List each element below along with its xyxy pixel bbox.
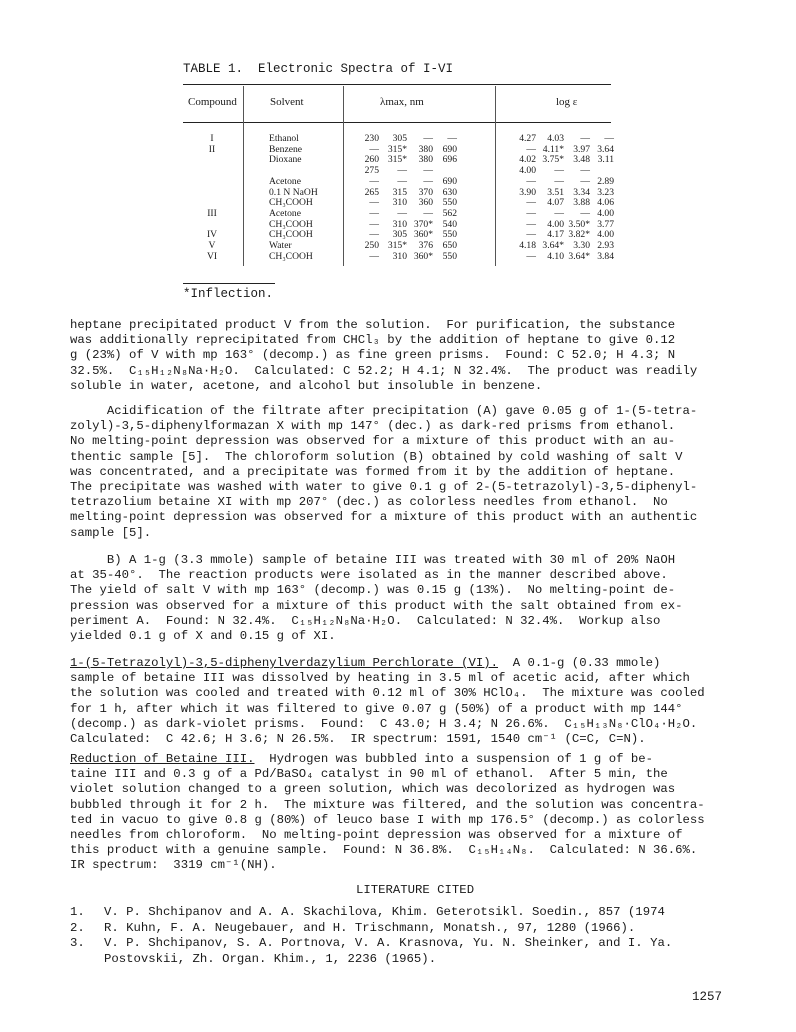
cell-lambda: 250 <box>364 240 379 251</box>
cell-log-epsilon: 4.17 <box>547 229 564 241</box>
text-line: the solution was cooled and treated with 0.12 ml of 30% HClO₄. The mixture was cooled <box>70 686 705 701</box>
cell-log-epsilon: — <box>526 175 536 187</box>
cell-log-epsilon: — <box>526 229 536 241</box>
cell-lambda: 630 <box>442 186 457 198</box>
cell-lambda: — <box>423 207 433 219</box>
reference-text: V. P. Shchipanov, S. A. Portnova, V. A. Krasnova, Yu. N. Sheinker, and I. Ya. <box>104 936 673 950</box>
cell-log-epsilon: 3.64* <box>568 250 590 262</box>
table-header-rule <box>183 122 611 123</box>
cell-lambda: — <box>397 165 407 177</box>
reference-number: 3. <box>70 936 85 950</box>
cell-lambda: — <box>423 175 433 187</box>
text-line: yielded 0.1 g of X and 0.15 g of XI. <box>70 629 336 644</box>
cell-log-epsilon: 2.89 <box>597 175 614 187</box>
cell-lambda: — <box>397 207 407 219</box>
cell-log-epsilon: 3.64 <box>597 143 614 155</box>
reference-item <box>70 921 730 937</box>
cell-log-epsilon: 3.11 <box>597 154 614 166</box>
text-line: pression was observed for a mixture of this product with the salt obtained from ex- <box>70 598 683 613</box>
cell-log-epsilon: 4.06 <box>597 197 614 209</box>
cell-lambda: — <box>369 229 379 241</box>
cell-lambda: 370* <box>413 218 433 230</box>
cell-lambda: 360* <box>413 250 433 262</box>
text-line: was concentrated, and a precipitate was formed from it by the addition of heptane. <box>70 464 676 479</box>
cell-lambda: — <box>369 218 379 230</box>
text-line: heptane precipitated product V from the solution. For purification, the substance <box>70 318 676 332</box>
cell-compound: II <box>208 143 216 155</box>
text-line: IR spectrum: 3319 cm⁻¹(NH). <box>70 858 277 873</box>
cell-lambda: 230 <box>364 133 379 144</box>
cell-lambda: 550 <box>442 250 457 262</box>
table-divider <box>243 86 244 266</box>
section-heading: 1-(5-Tetrazolyl)-3,5-diphenylverdazylium Perchlorate (VI). <box>70 656 499 670</box>
cell-log-epsilon: 3.51 <box>547 186 564 198</box>
header-log-epsilon: log ε <box>556 96 578 108</box>
page-number: 1257 <box>692 990 723 1004</box>
cell-log-epsilon: 3.97 <box>573 143 590 155</box>
cell-solvent: CH₃COOH <box>269 250 313 262</box>
text-line: tetrazolium betaine XI with mp 207° (dec.) as colorless needles from ethanol. No <box>70 495 668 510</box>
cell-log-epsilon: 4.18 <box>519 240 536 251</box>
text-line: ted in vacuo to give 0.8 g (80%) of leuco base I with mp 176.5° (decomp.) as colorless <box>70 812 705 827</box>
cell-log-epsilon: — <box>526 143 536 155</box>
cell-lambda: 310 <box>392 250 407 262</box>
paragraph-1 <box>70 318 730 394</box>
cell-log-epsilon: — <box>526 250 536 262</box>
cell-lambda: 310 <box>392 197 407 209</box>
text-line: bubbled through it for 2 h. The mixture was filtered, and the solution was concentra- <box>70 797 705 812</box>
text-line: at 35-40°. The reaction products were isolated as in the manner described above. <box>70 568 668 583</box>
cell-lambda: 550 <box>442 197 457 209</box>
table-divider <box>343 86 344 266</box>
reference-text: V. P. Shchipanov and A. A. Skachilova, Khim. Geterotsikl. Soedin., 857 (1974 <box>104 905 665 919</box>
cell-solvent: Water <box>269 240 292 251</box>
heading-continuation: A 0.1-g (0.33 mmole) <box>498 656 661 670</box>
cell-log-epsilon: — <box>580 165 590 177</box>
cell-log-epsilon: 4.11* <box>542 143 564 155</box>
cell-log-epsilon: 4.00 <box>597 229 614 241</box>
text-line: B) A 1-g (3.3 mmole) sample of betaine III was treated with 30 ml of 20% NaOH <box>70 553 676 567</box>
footnote-rule <box>183 283 275 284</box>
cell-compound: I <box>210 133 214 144</box>
cell-log-epsilon: — <box>580 133 590 144</box>
cell-log-epsilon: 3.34 <box>573 186 590 198</box>
cell-log-epsilon: 3.30 <box>573 240 590 251</box>
cell-log-epsilon: 3.23 <box>597 186 614 198</box>
cell-lambda: 650 <box>442 240 457 251</box>
cell-lambda: 360* <box>413 229 433 241</box>
text-line: taine III and 0.3 g of a Pd/BaSO₄ catalyst in 90 ml of ethanol. After 5 min, the <box>70 767 668 782</box>
cell-lambda: — <box>423 165 433 177</box>
cell-log-epsilon: 3.77 <box>597 218 614 230</box>
cell-lambda: 315* <box>387 143 407 155</box>
cell-lambda: 550 <box>442 229 457 241</box>
cell-lambda-group <box>359 209 467 220</box>
table-title: TABLE 1. Electronic Spectra of I-VI <box>183 62 454 76</box>
cell-lambda: 360 <box>418 197 433 209</box>
reference-number: 1. <box>70 905 85 919</box>
paragraph-2 <box>70 404 730 541</box>
cell-compound: V <box>208 240 216 251</box>
text-line: No melting-point depression was observed for a mixture of this product with an au- <box>70 434 676 449</box>
paragraph-4 <box>70 656 730 747</box>
cell-lambda: 315* <box>387 240 407 251</box>
cell-lambda: — <box>447 133 457 144</box>
cell-log-epsilon: 4.07 <box>547 197 564 209</box>
cell-log-epsilon: — <box>604 133 614 144</box>
cell-solvent: Dioxane <box>269 154 302 166</box>
cell-lambda: 562 <box>442 207 457 219</box>
cell-log-group <box>514 177 614 188</box>
cell-compound: VI <box>206 250 218 262</box>
cell-log-epsilon: 3.75* <box>542 154 564 166</box>
cell-lambda: — <box>423 133 433 144</box>
cell-log-epsilon: 3.84 <box>597 250 614 262</box>
text-line: Acidification of the filtrate after precipitation (A) gave 0.05 g of 1-(5-tetra- <box>70 404 698 418</box>
text-line: Calculated: C 42.6; H 3.6; N 26.5%. IR spectrum: 1591, 1540 cm⁻¹ (C=C, C=N). <box>70 732 646 747</box>
text-line: for 1 h, after which it was filtered to give 0.07 g (50%) of a product with mp 144° <box>70 701 683 716</box>
cell-lambda: 260 <box>364 154 379 166</box>
cell-log-epsilon: — <box>554 207 564 219</box>
text-line: The precipitate was washed with water to give 0.1 g of 2-(5-tetrazolyl)-3,5-diphenyl- <box>70 480 698 495</box>
cell-lambda: 310 <box>392 218 407 230</box>
text-line: was additionally reprecipitated from CHCl₃ by the addition of heptane to give 0.12 <box>70 333 676 348</box>
heading-continuation: Hydrogen was bubbled into a suspension of 1 g of be- <box>254 752 653 766</box>
text-line <box>70 752 730 767</box>
cell-lambda: 370 <box>418 186 433 198</box>
cell-solvent: Benzene <box>269 143 303 155</box>
text-line: needles from chloroform. No melting-point depression was observed for a mixture of <box>70 828 683 843</box>
text-line: (decomp.) as dark-violet prisms. Found: C 43.0; H 3.4; N 26.6%. C₁₅H₁₃N₈·ClO₄·H₂O. <box>70 716 698 731</box>
cell-solvent: CH₃COOH <box>269 229 313 241</box>
cell-lambda: 265 <box>364 186 379 198</box>
cell-lambda: 690 <box>442 175 457 187</box>
cell-lambda: — <box>369 143 379 155</box>
cell-log-epsilon: 4.02 <box>519 154 536 166</box>
text-line: melting-point depression was observed for a mixture of this product with an authentic <box>70 510 698 525</box>
cell-solvent: Acetone <box>269 175 301 187</box>
cell-lambda: 690 <box>442 143 457 155</box>
cell-solvent: Acetone <box>269 207 301 219</box>
text-line: sample of betaine III was dissolved by heating in 3.5 ml of acetic acid, after which <box>70 671 690 686</box>
reference-text: R. Kuhn, F. A. Neugebauer, and H. Trischmann, Monatsh., 97, 1280 (1966). <box>104 920 636 935</box>
text-line: soluble in water, acetone, and alcohol but insoluble in benzene. <box>70 378 543 393</box>
header-solvent: Solvent <box>270 96 304 108</box>
cell-log-group <box>514 209 614 220</box>
cell-log-epsilon: — <box>580 175 590 187</box>
text-line: zolyl)-3,5-diphenylformazan X with mp 147° (dec.) as dark-red prisms from ethanol. <box>70 419 676 434</box>
cell-lambda: — <box>397 175 407 187</box>
cell-solvent: CH₃COOH <box>269 218 313 230</box>
text-line: g (23%) of V with mp 163° (decomp.) as fine green prisms. Found: C 52.0; H 4.3; N <box>70 348 676 363</box>
reference-text: Postovskii, Zh. Organ. Khim., 1, 2236 (1965). <box>104 951 437 966</box>
cell-lambda: — <box>369 175 379 187</box>
text-line: 32.5%. C₁₅H₁₂N₈Na·H₂O. Calculated: C 52.2; H 4.1; N 32.4%. The product was readily <box>70 363 698 378</box>
text-line: periment A. Found: N 32.4%. C₁₅H₁₂N₈Na·H₂O. Calculated: N 32.4%. Workup also <box>70 613 661 628</box>
cell-lambda-group <box>359 252 467 263</box>
cell-solvent: Ethanol <box>269 133 299 144</box>
cell-log-epsilon: 3.64* <box>542 240 564 251</box>
cell-log-epsilon: 3.82* <box>568 229 590 241</box>
cell-lambda: 315 <box>392 186 407 198</box>
text-line: sample [5]. <box>70 525 152 540</box>
text-line <box>70 656 730 671</box>
text-line: thentic sample [5]. The chloroform solution (B) obtained by cold washing of salt V <box>70 449 683 464</box>
cell-log-epsilon: 4.00 <box>597 207 614 219</box>
reference-item <box>70 936 730 967</box>
cell-log-epsilon: 4.00 <box>547 218 564 230</box>
paragraph-5 <box>70 752 730 874</box>
reference-number: 2. <box>70 920 85 935</box>
cell-log-epsilon: 2.93 <box>597 240 614 251</box>
cell-lambda: 380 <box>418 154 433 166</box>
table-divider <box>495 86 496 266</box>
reference-text-block <box>104 936 672 967</box>
cell-log-epsilon: — <box>580 207 590 219</box>
header-compound: Compound <box>188 96 237 108</box>
cell-log-epsilon: 3.88 <box>573 197 590 209</box>
cell-lambda: 540 <box>442 218 457 230</box>
cell-lambda: — <box>369 207 379 219</box>
cell-log-epsilon: — <box>526 218 536 230</box>
cell-log-epsilon: — <box>554 165 564 177</box>
cell-log-epsilon: 4.03 <box>547 133 564 144</box>
cell-compound: III <box>207 207 217 219</box>
cell-lambda: 305 <box>392 133 407 144</box>
text-line: this product with a genuine sample. Found: N 36.8%. C₁₅H₁₄N₈. Calculated: N 36.6%. <box>70 843 698 858</box>
cell-lambda: 305 <box>392 229 407 241</box>
cell-lambda: 696 <box>442 154 457 166</box>
cell-log-group <box>514 252 614 263</box>
cell-lambda: 376 <box>418 240 433 251</box>
table-footnote: *Inflection. <box>183 287 274 301</box>
cell-log-epsilon: 3.90 <box>519 186 536 198</box>
cell-log-epsilon: 3.48 <box>573 154 590 166</box>
cell-log-epsilon: 3.50* <box>568 218 590 230</box>
cell-lambda: 275 <box>364 165 379 177</box>
literature-title: LITERATURE CITED <box>356 883 475 897</box>
section-heading: Reduction of Betaine III. <box>70 752 255 766</box>
paragraph-3 <box>70 553 730 644</box>
cell-solvent: CH₃COOH <box>269 197 313 209</box>
table-top-rule <box>183 84 611 85</box>
text-line: The yield of salt V with mp 163° (decomp.) was 0.15 g (13%). No melting-point de- <box>70 583 676 598</box>
reference-list <box>70 905 730 967</box>
cell-log-epsilon: — <box>526 197 536 209</box>
cell-log-epsilon: 4.00 <box>519 165 536 177</box>
cell-log-epsilon: — <box>526 207 536 219</box>
cell-lambda: 315* <box>387 154 407 166</box>
header-lambda: λmax, nm <box>380 96 424 108</box>
cell-lambda-group <box>359 177 467 188</box>
cell-log-epsilon: 4.10 <box>547 250 564 262</box>
cell-log-epsilon: — <box>554 175 564 187</box>
reference-item <box>70 905 730 921</box>
text-line: violet solution changed to a green solution, which was decolorized as hydrogen was <box>70 782 676 797</box>
cell-lambda: — <box>369 250 379 262</box>
cell-log-epsilon: 4.27 <box>519 133 536 144</box>
cell-compound: IV <box>206 229 218 241</box>
cell-solvent: 0.1 N NaOH <box>269 186 318 198</box>
cell-lambda: — <box>369 197 379 209</box>
cell-lambda: 380 <box>418 143 433 155</box>
